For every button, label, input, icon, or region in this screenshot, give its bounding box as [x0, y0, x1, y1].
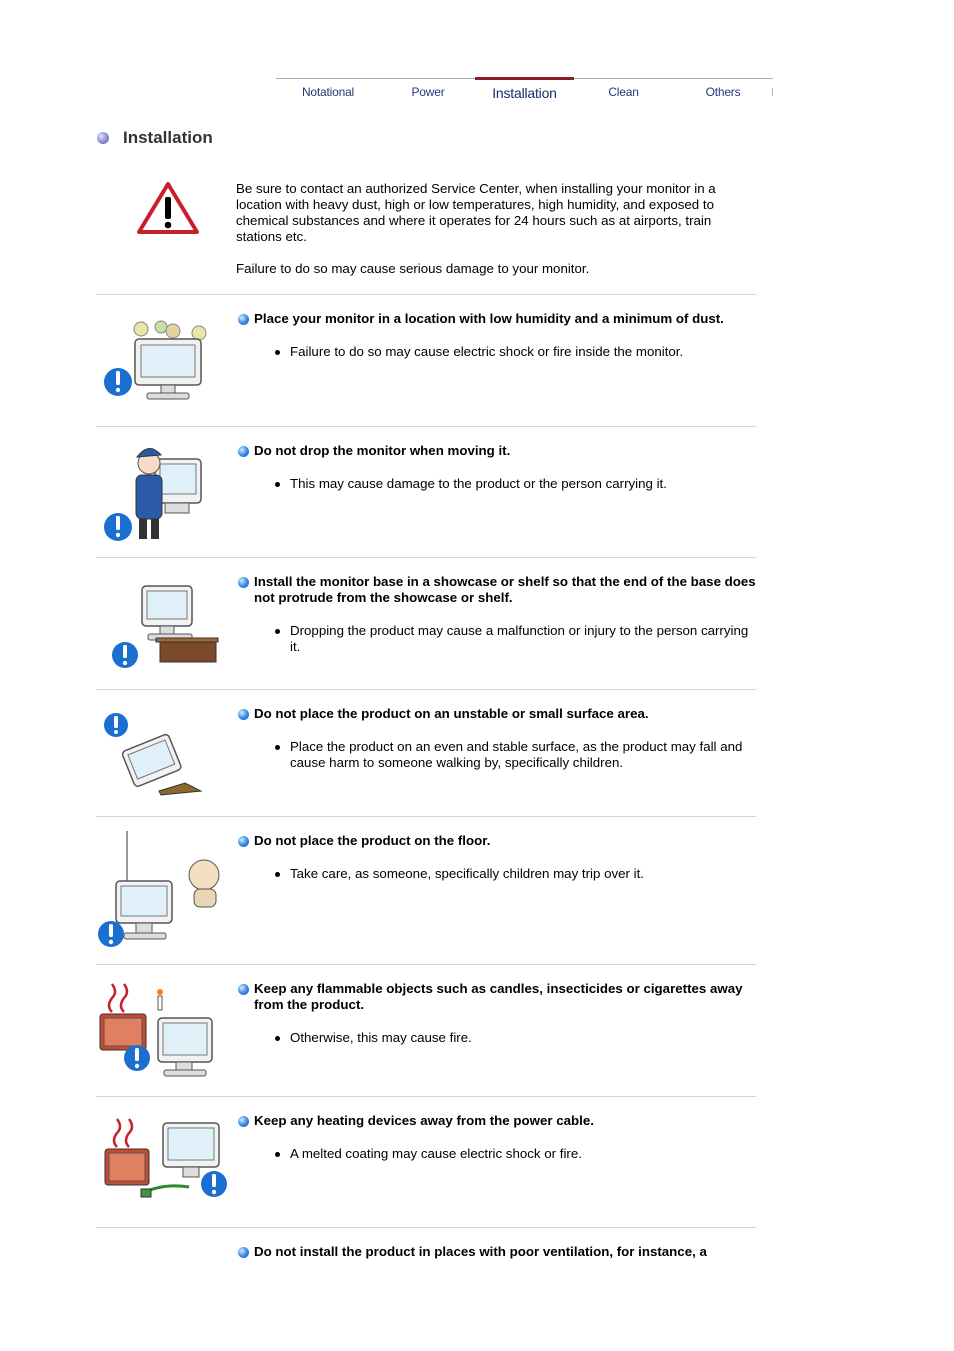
tab-power[interactable]: Power [411, 85, 445, 99]
section-shelf [236, 574, 756, 655]
monitor-dust-illustration [103, 315, 215, 405]
tab-clean[interactable]: Clean [608, 85, 639, 99]
section-heading: Do not place the product on the floor. [254, 833, 491, 848]
section-flammable [236, 981, 756, 1046]
tab-others[interactable]: Others [705, 85, 741, 99]
section-drop [236, 443, 756, 492]
intro-paragraph: Be sure to contact an authorized Service Center, when installing your monitor in a location with heavy dust, high or low temperatures, high humidity, and exposed to chemical substances and where it operates for 24 hours such as at airports, train stations etc. [236, 181, 716, 244]
section-heading: Do not drop the monitor when moving it. [254, 443, 511, 458]
section-ventilation [236, 1244, 756, 1260]
section-divider [96, 964, 756, 965]
tab-installation[interactable]: Installation [475, 77, 574, 101]
monitor-shelf-illustration [110, 578, 220, 670]
warning-triangle-icon [136, 181, 200, 235]
section-divider [96, 294, 756, 295]
section-item: Failure to do so may cause electric shock or fire inside the monitor. [275, 344, 756, 360]
section-bullet-icon [238, 709, 249, 720]
section-heading: Do not install the product in places with poor ventilation, for instance, a [254, 1244, 707, 1259]
monitor-unstable-illustration [103, 711, 205, 799]
section-item: Place the product on an even and stable surface, as the product may fall and cause harm to someone walking by, specifically children. [275, 739, 756, 771]
section-unstable [236, 706, 756, 771]
section-divider [96, 1227, 756, 1228]
monitor-floor-illustration [96, 831, 226, 949]
section-bullet-icon [238, 836, 249, 847]
section-heading: Keep any heating devices away from the power cable. [254, 1113, 594, 1128]
tab-notational[interactable]: Notational [301, 85, 355, 99]
section-heading: Keep any flammable objects such as candles, insecticides or cigarettes away from the product. [254, 981, 743, 1012]
section-item: This may cause damage to the product or the person carrying it. [275, 476, 756, 492]
section-divider [96, 816, 756, 817]
section-floor [236, 833, 756, 882]
intro-paragraph: Failure to do so may cause serious damage to your monitor. [236, 261, 590, 276]
intro-text [236, 181, 756, 293]
page-title: Installation [123, 128, 213, 147]
section-bullet-icon [238, 577, 249, 588]
monitor-flammable-illustration [96, 980, 232, 1082]
section-heading: Install the monitor base in a showcase or shelf so that the end of the base does not protrude from the showcase or shelf. [254, 574, 756, 605]
tab-end-separator [772, 88, 773, 96]
monitor-heater-cable-illustration [103, 1115, 229, 1205]
section-bullet-icon [238, 984, 249, 995]
section-item: A melted coating may cause electric shock or fire. [275, 1146, 756, 1162]
section-heading: Do not place the product on an unstable or small surface area. [254, 706, 649, 721]
section-divider [96, 426, 756, 427]
section-bullet-icon [238, 314, 249, 325]
section-item: Otherwise, this may cause fire. [275, 1030, 756, 1046]
section-bullet-icon [238, 1247, 249, 1258]
section-heading: Place your monitor in a location with low humidity and a minimum of dust. [254, 311, 724, 326]
section-bullet-icon [238, 446, 249, 457]
section-divider [96, 557, 756, 558]
title-bullet-icon [97, 132, 109, 144]
section-heater [236, 1113, 756, 1162]
section-humidity [236, 311, 756, 360]
monitor-carry-illustration [103, 443, 207, 541]
tab-bar [276, 78, 773, 103]
section-bullet-icon [238, 1116, 249, 1127]
section-divider [96, 1096, 756, 1097]
section-item: Dropping the product may cause a malfunction or injury to the person carrying it. [275, 623, 756, 655]
section-divider [96, 689, 756, 690]
section-item: Take care, as someone, specifically children may trip over it. [275, 866, 756, 882]
